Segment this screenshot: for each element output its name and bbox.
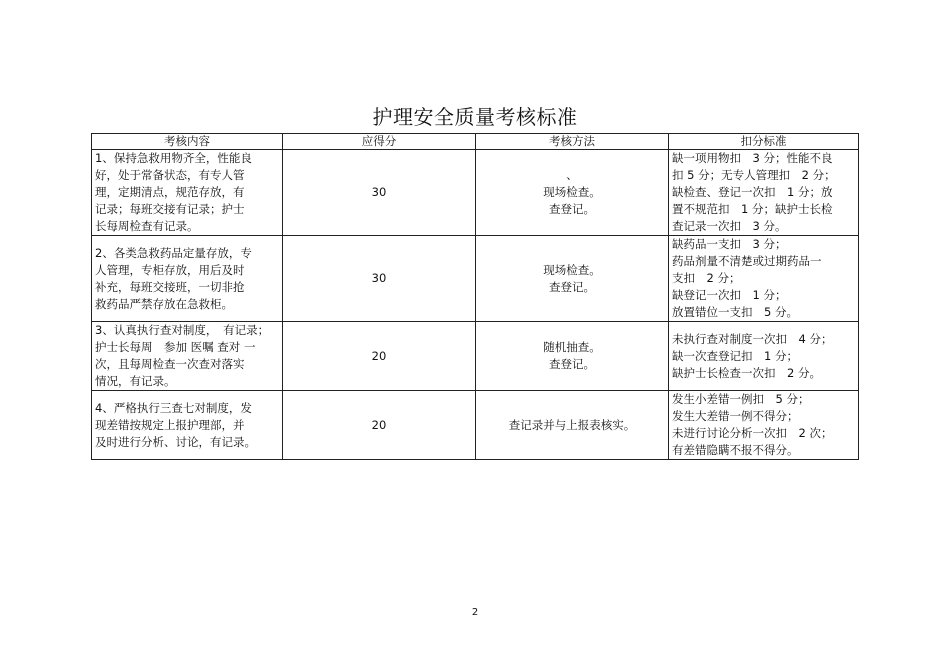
header-content: 考核内容 (92, 134, 283, 150)
row-score: 30 (283, 150, 476, 236)
table-row (92, 150, 859, 236)
deduction-line: 缺一项用物扣 3 分；性能不良 (672, 151, 833, 165)
table-row (92, 322, 859, 391)
deduction-line: 置不规范扣 1 分；缺护士长检 (672, 202, 833, 216)
deduction-line: 缺一次查登记扣 1 分； (672, 348, 798, 363)
row-method: 现场检查。 查登记。 (476, 236, 669, 322)
table-row (92, 391, 859, 460)
deduction-line: 未进行讨论分析一次扣 2 次； (672, 426, 833, 440)
deduction-line: 有差错隐瞒不报不得分。 (672, 443, 799, 457)
row-score: 30 (283, 236, 476, 322)
row-content: 4、严格执行三查七对制度，发 现差错按规定上报护理部，并 及时进行分析、讨论，有记录。 (92, 391, 283, 460)
row-method: 随机抽查。 查登记。 (476, 322, 669, 391)
assessment-table (91, 133, 859, 460)
deduction-line: 支扣 2 分； (672, 271, 741, 285)
header-deduction: 扣分标准 (669, 134, 859, 150)
row-deduction (669, 391, 859, 460)
deduction-line: 发生小差错一例扣 5 分； (672, 392, 810, 406)
page-title: 护理安全质量考核标准 (372, 105, 578, 129)
table-header-row (92, 134, 859, 150)
deduction-line: 放置错位一支扣 5 分。 (672, 305, 798, 319)
row-deduction (669, 150, 859, 236)
deduction-line: 查记录一次扣 3 分。 (672, 219, 787, 233)
row-content: 1、保持急救用物齐全，性能良 好，处于常备状态，有专人管 理，定期清点，规范存放，有 记录；每班交接有记录；护士 长每周检查有记录。 (92, 150, 283, 236)
row-score: 20 (283, 391, 476, 460)
page-number: 2 (471, 607, 479, 618)
row-deduction (669, 236, 859, 322)
row-deduction (669, 322, 859, 391)
deduction-line: 缺检查、登记一次扣 1 分；放 (672, 185, 833, 199)
table-row (92, 236, 859, 322)
row-method: 、 现场检查。 查登记。 (476, 150, 669, 236)
row-content: 2、各类急救药品定量存放，专 人管理，专柜存放，用后及时 补充，每班交接班，一切非抢 救药品严禁存放在急救柜。 (92, 236, 283, 322)
deduction-line: 缺护士长检查一次扣 2 分。 (672, 365, 821, 380)
header-score: 应得分 (283, 134, 476, 150)
deduction-line: 缺登记一次扣 1 分； (672, 288, 787, 302)
deduction-line: 缺药品一支扣 3 分； (672, 237, 787, 251)
deduction-line: 扣 5 分；无专人管理扣 2 分； (672, 168, 836, 182)
header-method: 考核方法 (476, 134, 669, 150)
deduction-line: 药品剂量不清楚或过期药品一 (672, 254, 822, 268)
row-score: 20 (283, 322, 476, 391)
row-content: 3、认真执行查对制度， 有记录； 护士长每周 参加 医嘱 查对 一 次，且每周检查一次查对落实 情况，有记录。 (92, 322, 283, 391)
deduction-line: 发生大差错一例不得分； (672, 409, 799, 423)
row-method: 查记录并与上报表核实。 (476, 391, 669, 460)
deduction-line: 未执行查对制度一次扣 4 分； (672, 331, 833, 346)
